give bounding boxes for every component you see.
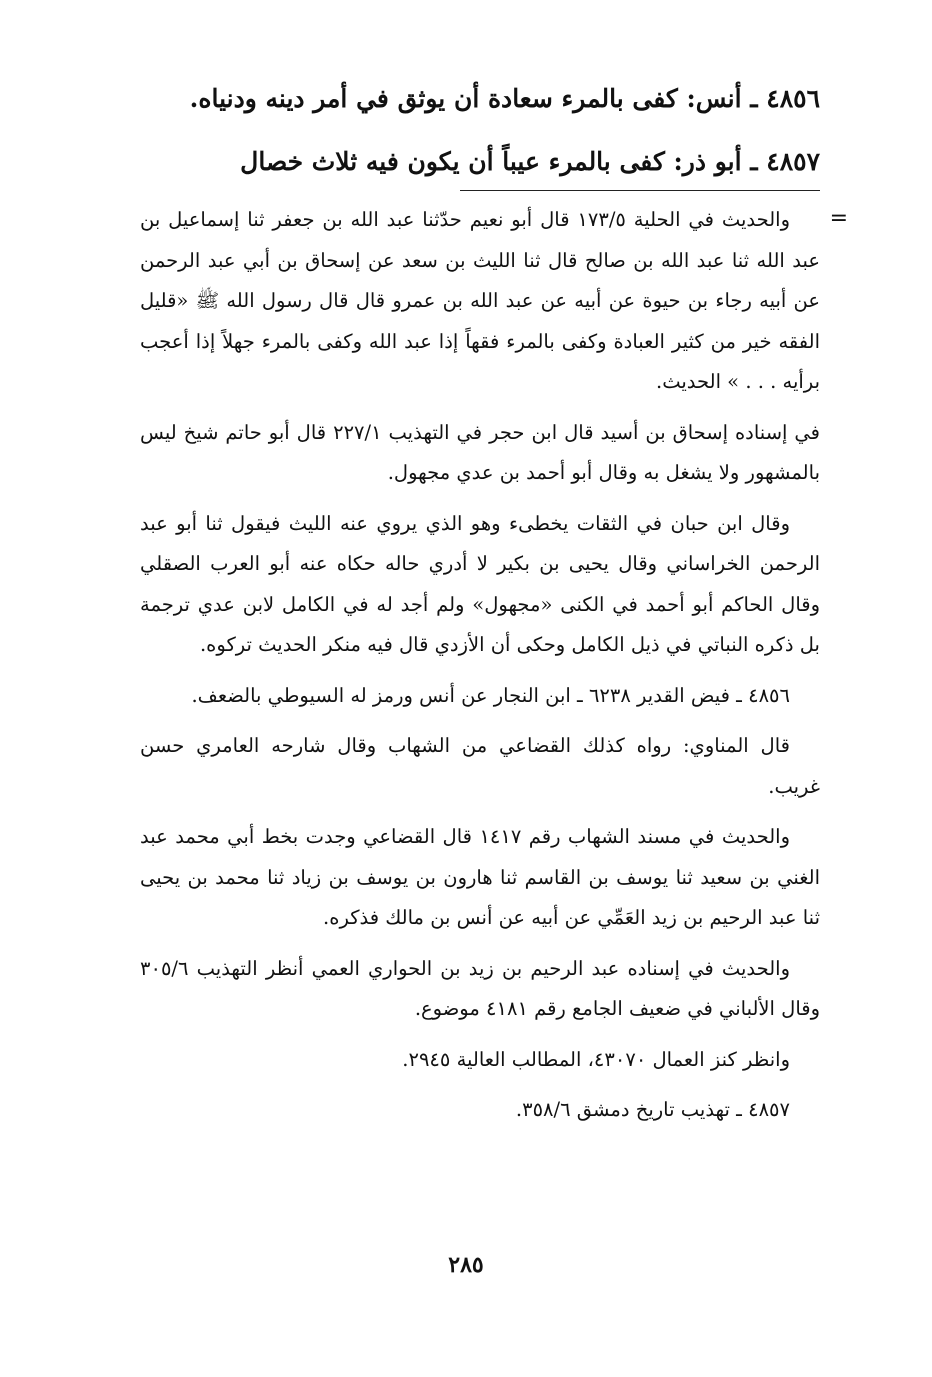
main-entry-4857 (140, 143, 820, 181)
footnote-paragraph: قال المناوي: رواه كذلك القضاعي من الشهاب وقال شارحه العامري حسن غريب. (140, 734, 820, 798)
footnote-paragraph: والحديث في إسناده عبد الرحيم بن زيد بن الحواري العمي أنظر التهذيب ٣٠٥/٦ وقال الألباني في ضعيف الجامع رقم ٤١٨١ موضوع. (140, 956, 820, 1020)
entry-separator: ـ (750, 147, 758, 176)
footnote-paragraph: والحديث في مسند الشهاب رقم ١٤١٧ قال القضاعي وجدت بخط أبي محمد عبد الغني بن سعيد ثنا يوسف بن القاسم ثنا هارون بن يوسف بن زياد ثنا محمد بن يحيى ثنا عبد الرحيم بن زيد العَمِّي عن أبيه عن أنس بن مالك فذكره. (140, 825, 820, 929)
footnote-paragraph: وانظر كنز العمال ٤٣٠٧٠، المطالب العالية ٢٩٤٥. (402, 1047, 790, 1071)
footnote-paragraph: والحديث في الحلية ١٧٣/٥ قال أبو نعيم حدّثنا عبد الله بن جعفر ثنا إسماعيل بن عبد الله ثنا عبد الله بن صالح قال ثنا الليث بن سعد عن إسحاق بن أبي عبد الرحمن عن أبيه رجاء بن حيوة عن أبيه عن عبد الله بن عمرو قال قال رسول الله ﷺ «قليل الفقه خير من كثير العبادة وكفى بالمرء فقهاً إذا عبد الله وكفى بالمرء جهلاً إذا أعجب برأيه . . . » الحديث. (140, 208, 820, 393)
page-number: ٢٨٥ (448, 1252, 484, 1278)
footnote-paragraph: وقال ابن حبان في الثقات يخطىء وهو الذي يروي عنه الليث فيقول ثنا أبو عبد الرحمن الخراساني وقال يحيى بن بكير لا أدري حاله حكاه عنه أبو العرب الصقلي وقال الحاكم أبو أحمد في الكنى «مجهول» ولم أجد له في الكامل لابن عدي ترجمة بل ذكره النباتي في ذيل الكامل وحكى أن الأزدي قال فيه منكر الحديث تركوه. (140, 511, 820, 656)
entry-text: أنس: كفى بالمرء سعادة أن يوثق في أمر دينه ودنياه. (189, 84, 742, 113)
footnote-paragraph: ٤٨٥٧ ـ تهذيب تاريخ دمشق ٣٥٨/٦. (515, 1098, 790, 1121)
continuation-mark: = (829, 206, 848, 231)
footnote-paragraph: في إسناده إسحاق بن أسيد قال ابن حجر في التهذيب ٢٢٧/١ قال أبو حاتم شيخ ليس بالمشهور ولا يشغل به وقال أبو أحمد بن عدي مجهول. (140, 420, 820, 484)
entry-separator: ـ (750, 84, 758, 113)
entry-number: ٤٨٥٦ (766, 84, 820, 113)
main-entry-4856 (140, 80, 820, 118)
footnote-divider (460, 190, 820, 191)
footnotes (140, 200, 820, 1141)
footnote-paragraph: ٤٨٥٦ ـ فيض القدير ٦٢٣٨ ـ ابن النجار عن أنس ورمز له السيوطي بالضعف. (191, 683, 790, 707)
entry-number: ٤٨٥٧ (766, 147, 820, 176)
entry-text: أبو ذر: كفى بالمرء عيباً أن يكون فيه ثلاث خصال (240, 147, 742, 176)
